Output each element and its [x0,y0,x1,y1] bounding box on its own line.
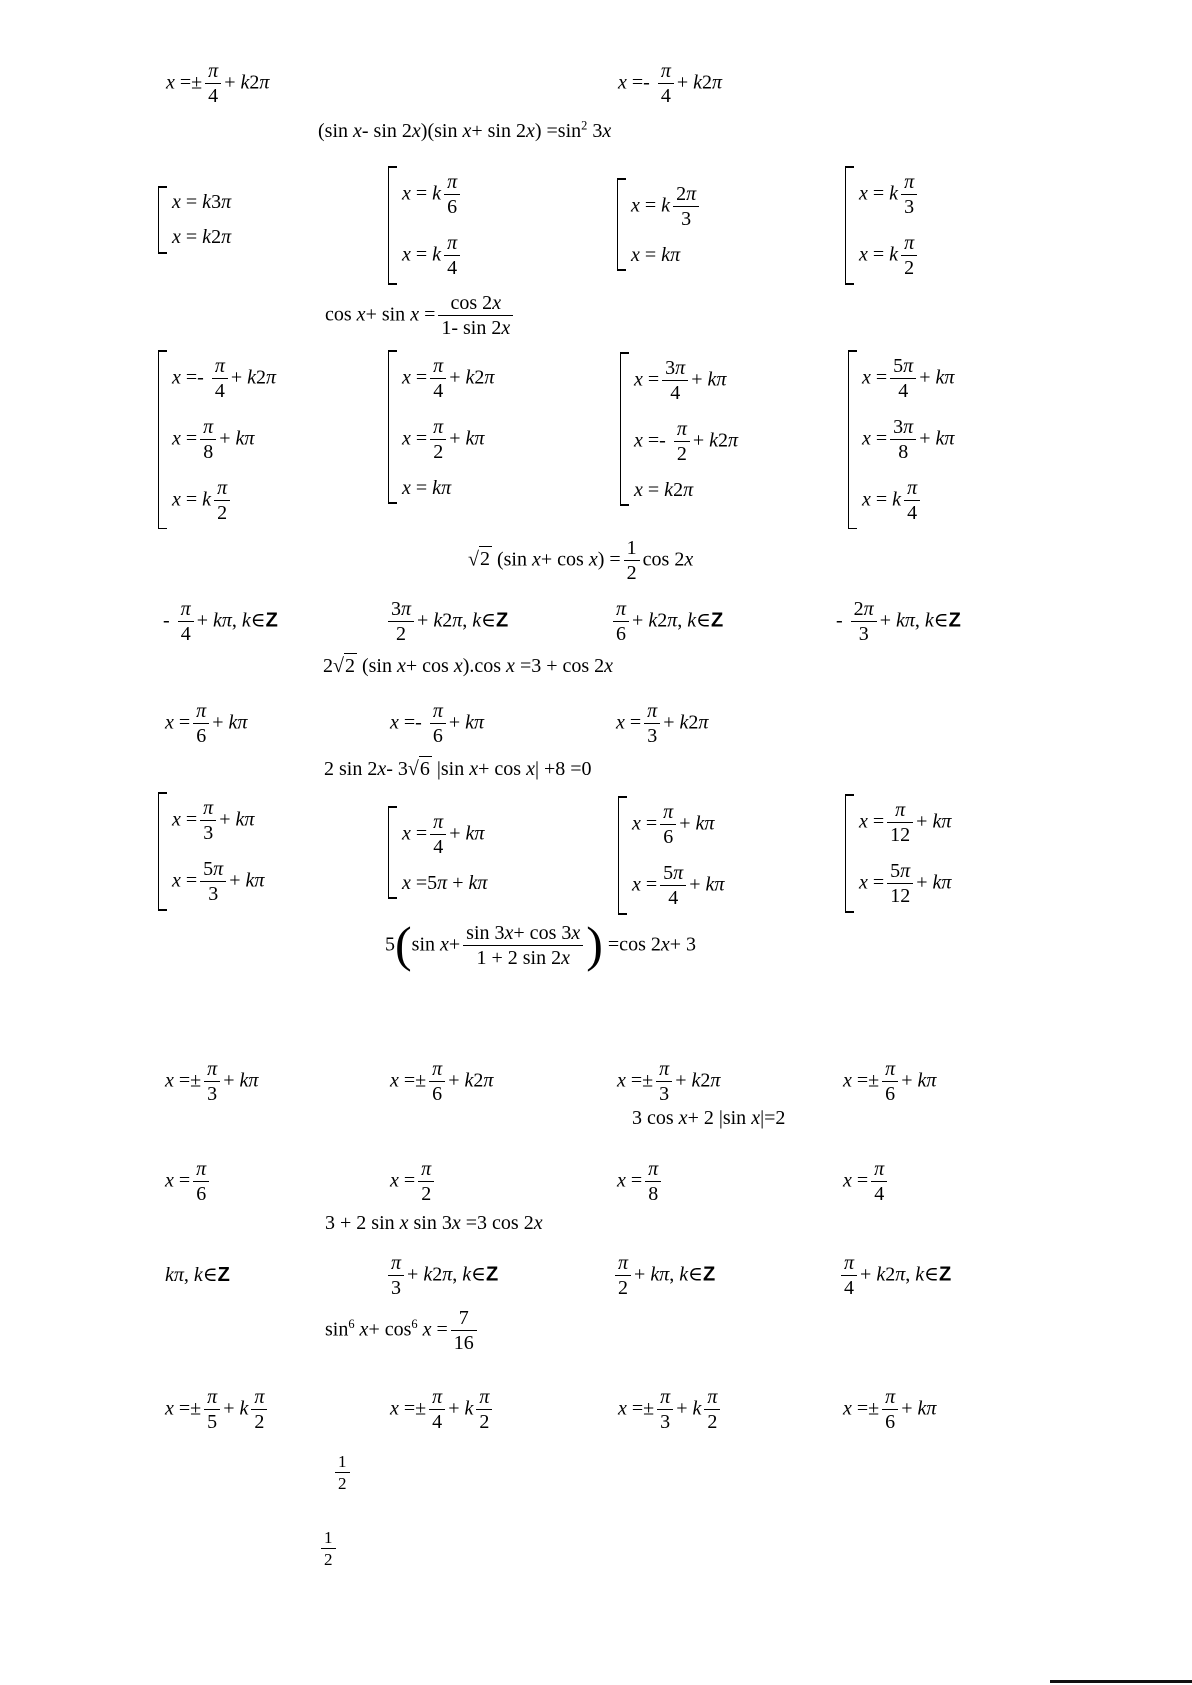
case-line: x =- $\frac{\pi}{4}$ + k2π [172,355,277,403]
answer-formula: $\frac{\pi}{3}$ + k2π, k∈Z [385,1252,499,1300]
answer-formula: x =± $\frac{\pi}{4}$ + k $\frac{\pi}{2}$ [390,1386,495,1434]
equation: $\sin^6 x+ \cos^6 x$ = $\frac{7}{16}$ [325,1307,480,1355]
case-line: x = k $\frac{\pi}{6}$ [402,171,463,219]
answer-formula: x =- $\frac{\pi}{4}$ + k2π [618,60,723,108]
equation: 3 + 2 sin x sin 3x =3 cos 2x [325,1212,543,1234]
answer-case-group [845,794,951,913]
case-line: x = k $\frac{\pi}{2}$ [859,232,920,280]
case-line: x = $\frac{5\pi}{12}$ + kπ [859,859,952,908]
answer-formula: x = $\frac{\pi}{2}$ [390,1158,437,1206]
answer-formula: $\frac{\pi}{6}$ + k2π, k∈Z [610,598,724,646]
answer-case-group [845,166,920,285]
answer-formula: x = $\frac{\pi}{6}$ [165,1158,212,1206]
answer-formula: x =± $\frac{\pi}{6}$ + k2π [390,1058,494,1106]
case-line: x = $\frac{\pi}{4}$ + kπ [402,811,485,859]
answer-formula: x = $\frac{\pi}{6}$ + kπ [165,700,248,748]
case-line: x = k $\frac{2\pi}{3}$ [631,183,702,231]
answer-formula: - $\frac{\pi}{4}$ + kπ, k∈Z [163,598,279,646]
equation: cos x+ sin x = $\frac{\cos 2x}{1- \sin 2x}$ [325,292,516,340]
equation: 5(sin x+ $\frac{\sin 3x+ \cos 3x}{1 + 2 \sin 2x}$ ) =cos 2x+ 3 [385,915,697,972]
answer-formula: x = $\frac{\pi}{3}$ + k2π [616,700,709,748]
answer-formula: x = $\frac{\pi}{4}$ [843,1158,890,1206]
case-line: x = k $\frac{\pi}{2}$ [172,477,276,525]
case-line: x = k2π [172,226,232,249]
page-edge-line [1050,1680,1192,1683]
answer-case-group [158,350,276,529]
answer-case-group [388,166,463,285]
equation: √2 (sin x+ cos x) = $\frac{1}{2}$ cos 2x [468,537,694,585]
answer-formula: - $\frac{2\pi}{3}$ + kπ, k∈Z [836,598,962,646]
case-line: x = $\frac{5\pi}{3}$ + kπ [172,857,265,906]
case-line: x = $\frac{3\pi}{8}$ + kπ [862,415,955,464]
answer-case-group [617,178,702,271]
equation: 2 sin 2x- 3√6 |sin x+ cos x| +8 =0 [324,758,592,780]
loose-fraction: $\frac{1}{2}$ [318,1528,339,1569]
case-line: x = k3π [172,191,232,213]
answer-formula: $\frac{\pi}{4}$ + k2π, k∈Z [838,1252,952,1300]
case-line: x = $\frac{\pi}{3}$ + kπ [172,797,255,845]
answer-formula: x = $\frac{\pi}{8}$ [617,1158,664,1206]
case-line: x = $\frac{\pi}{8}$ + kπ [172,415,255,464]
case-line: x = $\frac{5\pi}{4}$ + kπ [632,861,725,910]
case-line: x = k $\frac{\pi}{4}$ [862,477,954,525]
answer-formula: x =± $\frac{\pi}{3}$ + k2π [617,1058,721,1106]
case-line: x =5π + kπ [402,871,488,894]
case-line: x = k2π [634,478,694,501]
case-line: x = $\frac{\pi}{12}$ + kπ [859,799,952,847]
answer-formula: x =± $\frac{\pi}{4}$ + k2π [166,60,270,108]
case-line: x = $\frac{3\pi}{4}$ + kπ [634,357,727,405]
loose-fraction: $\frac{1}{2}$ [332,1452,353,1493]
answer-case-group [848,350,954,529]
equation: 3 cos x+ 2 |sin x|=2 [632,1107,786,1129]
answer-case-group [388,350,494,504]
answer-formula: x =± $\frac{\pi}{6}$ + kπ [843,1386,937,1434]
answer-formula: x =- $\frac{\pi}{6}$ + kπ [390,700,485,748]
equation: (sin x- sin 2x)(sin $x+ \sin 2x) =\sin^2$ 3x [318,118,612,142]
case-line: x = k $\frac{\pi}{3}$ [859,171,920,219]
answer-case-group [158,186,231,254]
case-line: x = $\frac{\pi}{4}$ + k2π [402,355,495,403]
answer-case-group [388,806,487,899]
answer-case-group [620,352,738,506]
answer-formula: $\frac{\pi}{2}$ + kπ, k∈Z [612,1252,716,1300]
answer-formula: x =± $\frac{\pi}{6}$ + kπ [843,1058,937,1106]
answer-formula: kπ, k∈Z [165,1264,231,1286]
case-line: x = $\frac{\pi}{6}$ + kπ [632,801,715,849]
answer-case-group [618,796,724,915]
answer-formula: x =± $\frac{\pi}{3}$ + k $\frac{\pi}{2}$ [618,1386,723,1434]
equation: 2√2 (sin x+ cos x).cos x =3 + cos 2x [323,655,614,677]
answer-formula: x =± $\frac{\pi}{3}$ + kπ [165,1058,259,1106]
case-line: x = kπ [631,243,681,266]
case-line: x = kπ [402,476,452,499]
case-line: x =- $\frac{\pi}{2}$ + k2π [634,417,739,466]
case-line: x = $\frac{\pi}{2}$ + kπ [402,415,485,464]
answer-case-group [158,792,264,911]
answer-formula: x =± $\frac{\pi}{5}$ + k $\frac{\pi}{2}$ [165,1386,270,1434]
case-line: x = $\frac{5\pi}{4}$ + kπ [862,355,955,403]
answer-formula: $\frac{3\pi}{2}$ + k2π, k∈Z [385,598,509,646]
case-line: x = k $\frac{\pi}{4}$ [402,232,463,280]
